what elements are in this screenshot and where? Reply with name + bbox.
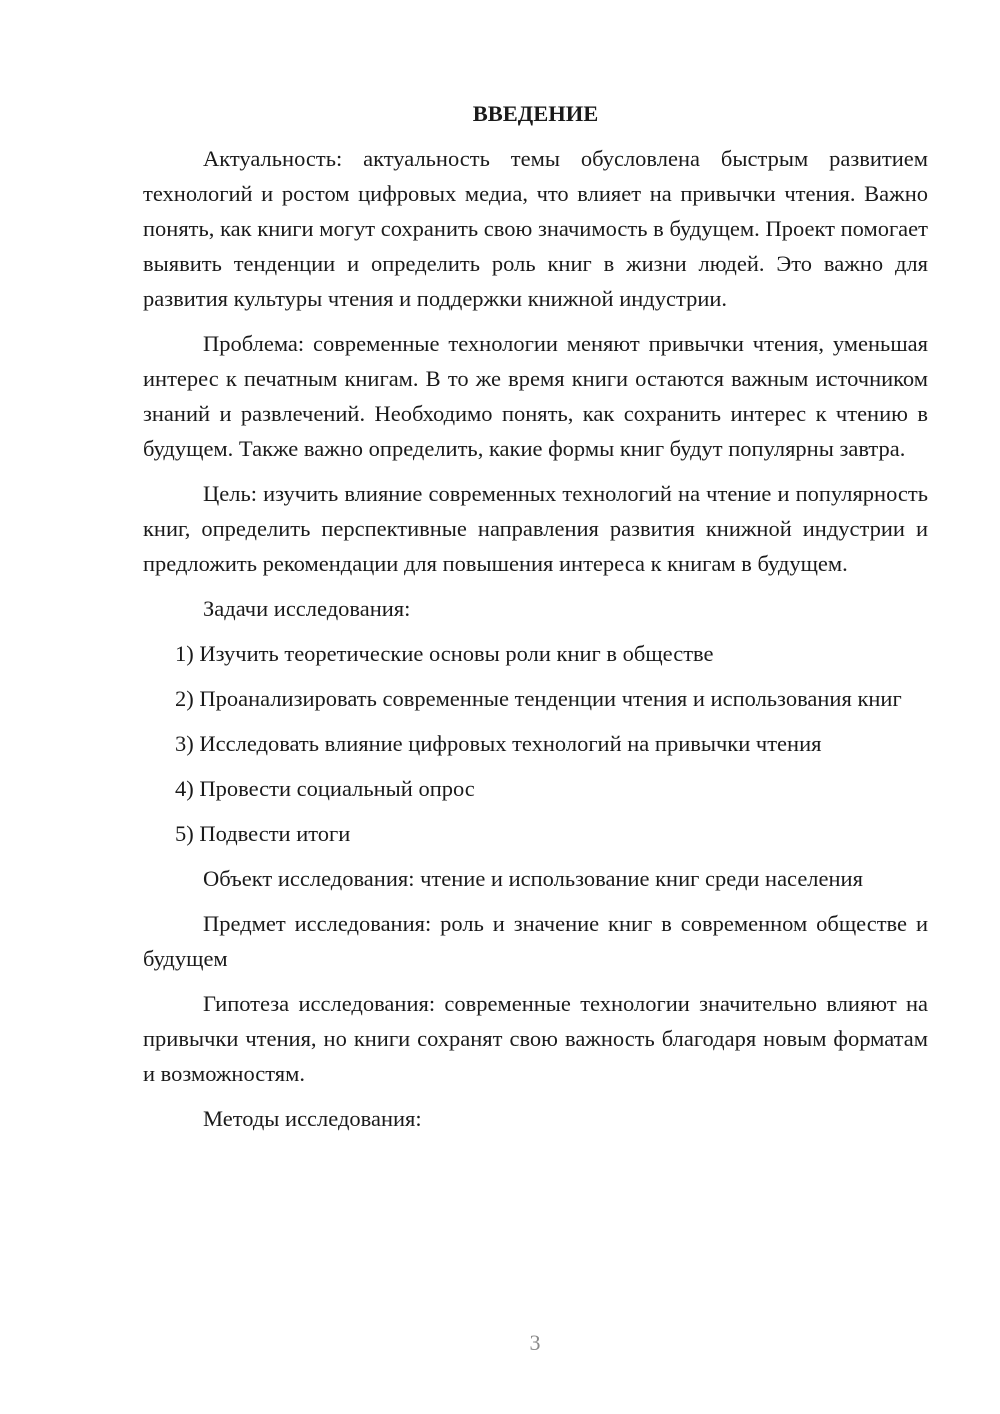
tasks-heading: Задачи исследования: bbox=[203, 596, 411, 621]
problem-paragraph: Проблема: современные технологии меняют привычки чтения, уменьшая интерес к печатным книгам. В то же время книги остаются важным источником знаний и развлечений. Необходимо понять, как сохранить интерес к чтению в будущем. Также важно определить, какие формы книг будут популярны завтра. bbox=[143, 331, 928, 461]
task-item: 3) Исследовать влияние цифровых технологий на привычки чтения bbox=[175, 731, 822, 756]
relevance-paragraph: Актуальность: актуальность темы обусловлена быстрым развитием технологий и ростом цифровых медиа, что влияет на привычки чтения. Важно понять, как книги могут сохранить свою значимость в будущем. Проект помогает выявить тенденции и определить роль книг в жизни людей. Это важно для развития культуры чтения и поддержки книжной индустрии. bbox=[143, 146, 928, 311]
task-item: 4) Провести социальный опрос bbox=[175, 776, 475, 801]
section-title: ВВЕДЕНИЕ bbox=[472, 101, 599, 126]
task-item: 2) Проанализировать современные тенденции чтения и использования книг bbox=[175, 686, 902, 711]
research-subject: Предмет исследования: роль и значение книг в современном обществе и будущем bbox=[143, 911, 928, 971]
task-item: 5) Подвести итоги bbox=[175, 821, 351, 846]
page-number: 3 bbox=[529, 1330, 541, 1355]
task-item: 1) Изучить теоретические основы роли книг в обществе bbox=[175, 641, 714, 666]
research-hypothesis: Гипотеза исследования: современные технологии значительно влияют на привычки чтения, но книги сохранят свою важность благодаря новым форматам и возможностям. bbox=[143, 991, 928, 1086]
goal-paragraph: Цель: изучить влияние современных технологий на чтение и популярность книг, определить перспективные направления развития книжной индустрии и предложить рекомендации для повышения интереса к книгам в будущем. bbox=[143, 481, 928, 576]
methods-heading: Методы исследования: bbox=[203, 1106, 422, 1131]
document-body bbox=[143, 96, 928, 1146]
research-object: Объект исследования: чтение и использование книг среди населения bbox=[203, 866, 863, 891]
